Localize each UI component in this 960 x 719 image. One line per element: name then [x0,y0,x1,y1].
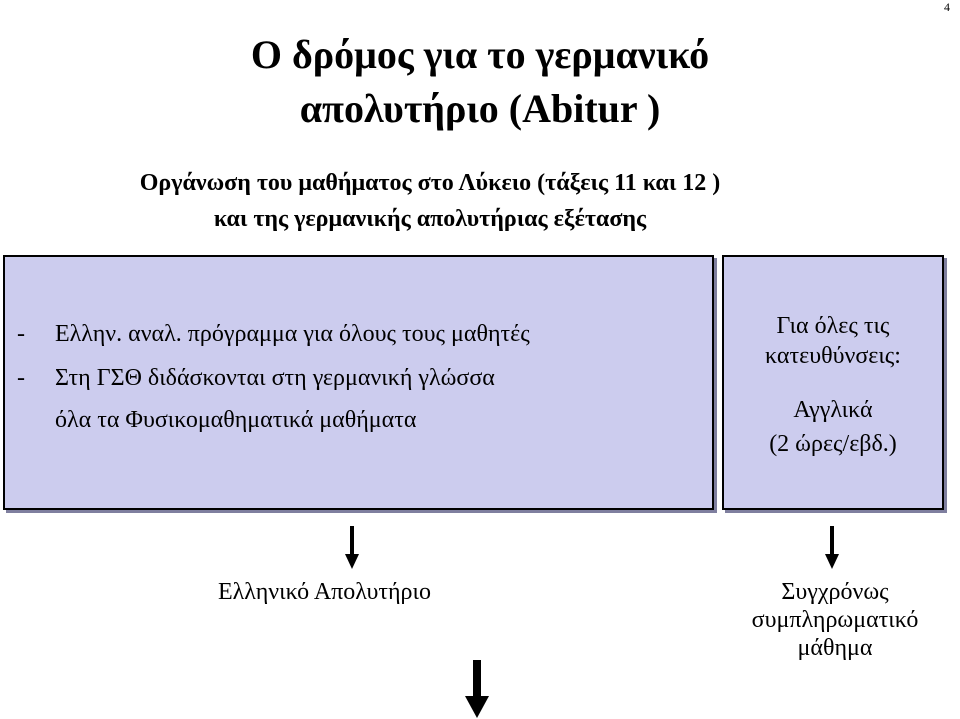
supplementary-label-line: συμπληρωματικό [751,607,919,633]
curriculum-item [17,407,416,434]
english-box-line: Αγγλικά [793,397,873,423]
curriculum-item [17,365,495,392]
bullet-dash: - [17,365,25,391]
greek-diploma-label: Ελληνικό Απολυτήριο [218,579,431,605]
supplementary-label [725,578,945,662]
title-line-1: Ο δρόμος για το γερμανικό [250,32,710,77]
english-box-line: Για όλες τις [776,313,890,339]
supplementary-label-line: Συγχρόνως [781,579,889,605]
down-arrow-icon [462,660,492,719]
page-number: 4 [944,0,950,14]
english-box-line: (2 ώρες/εβδ.) [769,431,897,457]
subtitle-line-1: Οργάνωση του μαθήματος στο Λύκειο (τάξεις 11 και 12 ) [139,170,721,196]
down-arrow-icon [822,524,842,570]
curriculum-box [3,255,714,510]
bullet-dash: - [17,321,25,347]
curriculum-item-text: όλα τα Φυσικομαθηματικά μαθήματα [55,407,417,433]
english-box [722,255,944,510]
english-box-line: κατευθύνσεις: [765,343,901,369]
down-arrow-icon [342,524,362,570]
title-line-2: απολυτήριο (Abitur ) [299,86,661,131]
subtitle-line-2: και της γερμανικής απολυτήριας εξέτασης [213,206,647,232]
curriculum-item-text: Στη ΓΣΘ διδάσκονται στη γερμανική γλώσσα [55,365,495,391]
slide-title [0,28,960,136]
slide-subtitle [0,165,860,237]
supplementary-label-line: μάθημα [797,635,873,661]
curriculum-item-text: Ελλην. αναλ. πρόγραμμα για όλους τους μαθητές [55,321,530,347]
curriculum-item [17,321,530,348]
